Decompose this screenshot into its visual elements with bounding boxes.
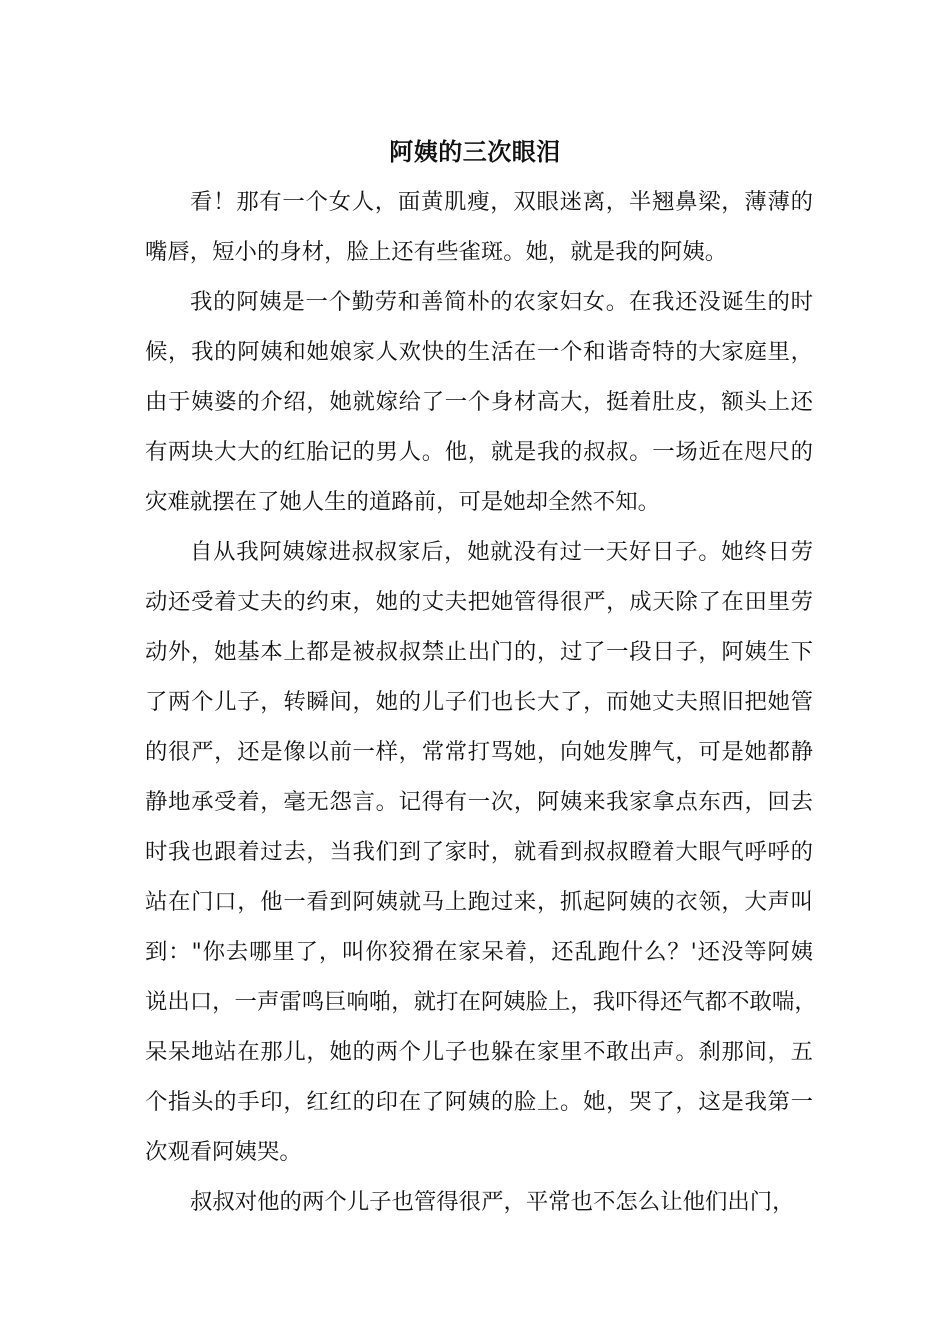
paragraph-line: 灾难就摆在了她人生的道路前，可是她却全然不知。 (145, 489, 660, 515)
paragraph-line: 到："你去哪里了，叫你狡猾在家呆着，还乱跑什么？'还没等阿姨 (145, 939, 813, 965)
paragraph-line: 叔叔对他的两个儿子也管得很严，平常也不怎么让他们出门， (190, 1189, 795, 1215)
paragraph-line: 看！那有一个女人，面黄肌瘦，双眼迷离，半翘鼻梁，薄薄的 (190, 189, 813, 215)
paragraph-line: 静地承受着，毫无怨言。记得有一次，阿姨来我家拿点东西，回去 (145, 789, 813, 815)
paragraph-line: 嘴唇，短小的身材，脸上还有些雀斑。她，就是我的阿姨。 (145, 239, 728, 265)
paragraph-line: 时我也跟着过去，当我们到了家时，就看到叔叔瞪着大眼气呼呼的 (145, 839, 813, 865)
paragraph-line: 说出口，一声雷鸣巨响啪，就打在阿姨脸上，我吓得还气都不敢喘， (145, 989, 817, 1015)
paragraph-line: 站在门口，他一看到阿姨就马上跑过来，抓起阿姨的衣领，大声叫 (145, 889, 813, 915)
document-body (145, 177, 817, 1227)
paragraph-line: 动外，她基本上都是被叔叔禁止出门的，过了一段日子，阿姨生下 (145, 639, 813, 665)
paragraph-line: 了两个儿子，转瞬间，她的儿子们也长大了，而她丈夫照旧把她管 (145, 689, 813, 715)
paragraph-line: 次观看阿姨哭。 (145, 1139, 302, 1165)
paragraph-line: 的很严，还是像以前一样，常常打骂她，向她发脾气，可是她都静 (145, 739, 813, 765)
paragraph-line: 由于姨婆的介绍，她就嫁给了一个身材高大，挺着肚皮，额头上还 (145, 389, 813, 415)
document-title: 阿姨的三次眼泪 (389, 138, 561, 166)
paragraph-line: 动还受着丈夫的约束，她的丈夫把她管得很严，成天除了在田里劳 (145, 589, 813, 615)
paragraph-line: 有两块大大的红胎记的男人。他，就是我的叔叔。一场近在咫尺的 (145, 439, 813, 465)
paragraph-line: 个指头的手印，红红的印在了阿姨的脸上。她，哭了，这是我第一 (145, 1089, 813, 1115)
paragraph-line: 呆呆地站在那儿，她的两个儿子也躲在家里不敢出声。刹那间，五 (145, 1039, 813, 1065)
paragraph-line: 自从我阿姨嫁进叔叔家后，她就没有过一天好日子。她终日劳 (190, 539, 813, 565)
paragraph-line: 我的阿姨是一个勤劳和善简朴的农家妇女。在我还没诞生的时 (190, 289, 813, 315)
paragraph-line: 候，我的阿姨和她娘家人欢快的生活在一个和谐奇特的大家庭里， (145, 339, 813, 365)
